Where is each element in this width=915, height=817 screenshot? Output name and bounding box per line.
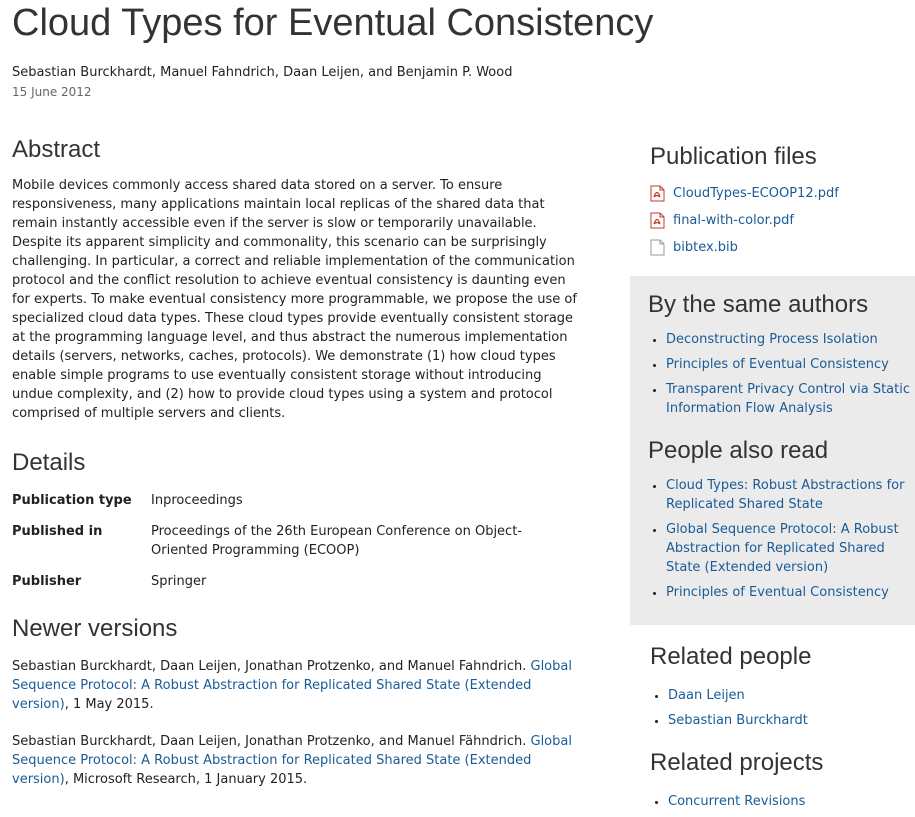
list-item <box>666 355 910 374</box>
entry-citation: , Microsoft Research, 1 January 2015. <box>64 772 308 787</box>
related-people-heading: Related people <box>650 643 812 670</box>
also-read-link[interactable]: Principles of Eventual Consistency <box>666 585 889 600</box>
people-also-read-heading: People also read <box>648 437 829 464</box>
entry-authors: Sebastian Burckhardt, Daan Leijen, Jonathan Protzenko, and Manuel Fähndrich. <box>12 734 527 749</box>
details-row-type <box>12 491 584 510</box>
list-item <box>666 583 910 602</box>
related-section <box>650 640 910 817</box>
newer-version-entry <box>12 657 584 714</box>
file-link-bibtex[interactable]: bibtex.bib <box>673 240 738 255</box>
newer-version-entry <box>12 732 584 789</box>
same-authors-link[interactable]: Transparent Privacy Control via Static Information Flow Analysis <box>666 382 910 416</box>
list-item <box>666 380 910 418</box>
page-title: Cloud Types for Eventual Consistency <box>12 2 654 44</box>
abstract-text: Mobile devices commonly access shared data stored on a server. To ensure responsiveness, many applications maintain local replicas of the shared data that remain instantly accessible even if the server is slow or temporarily unavailable. Despite its apparent simplicity and commonality, this scenario can be surprisingly challenging. In particular, a correct and reliable implementation of the communication protocol and the conflict resolution to achieve eventual consistency is daunting even for experts. To make eventual consistency more programmable, we propose the use of specialized cloud data types. These cloud types provide eventually consistent storage at the programming language level, and thus abstract the numerous implementation details (servers, networks, caches, protocols). We demonstrate (1) how cloud types enable simple programs to use eventually consistent storage without introducing undue complexity, and (2) how to provide cloud types using a system and protocol comprised of multiple servers and clients. <box>12 178 577 421</box>
entry-citation: , 1 May 2015. <box>64 697 154 712</box>
details-value: Proceedings of the 26th European Conference on Object-Oriented Programming (ECOOP) <box>151 524 522 558</box>
related-projects-list <box>650 792 910 811</box>
also-read-link[interactable]: Global Sequence Protocol: A Robust Abstraction for Replicated Shared State (Extended version) <box>666 522 899 575</box>
list-item <box>666 520 910 577</box>
same-authors-heading: By the same authors <box>648 291 869 318</box>
details-table <box>12 491 584 591</box>
details-label: Publisher <box>12 574 82 589</box>
also-read-link[interactable]: Cloud Types: Robust Abstractions for Replicated Shared State <box>666 478 905 512</box>
related-projects-heading: Related projects <box>650 749 824 776</box>
details-value: Springer <box>151 574 207 589</box>
document-icon <box>650 239 665 256</box>
file-link-cloudtypes-pdf[interactable]: CloudTypes-ECOOP12.pdf <box>673 186 839 201</box>
publication-files-heading: Publication files <box>650 143 817 170</box>
publication-files <box>650 140 910 267</box>
newer-version-link[interactable]: Global Sequence Protocol: A Robust Abstraction for Replicated Shared State (Extended version) <box>12 659 572 712</box>
abstract-heading: Abstract <box>12 136 101 163</box>
details-row-published-in <box>12 522 584 560</box>
details-value: Inproceedings <box>151 493 243 508</box>
publication-date: 15 June 2012 <box>12 85 92 99</box>
pdf-icon <box>650 212 665 229</box>
file-item <box>650 186 910 213</box>
same-authors-list <box>648 330 910 418</box>
list-item <box>668 711 910 730</box>
newer-version-link[interactable]: Global Sequence Protocol: A Robust Abstraction for Replicated Shared State (Extended version) <box>12 734 572 787</box>
related-people-list <box>650 686 910 730</box>
pdf-icon <box>650 185 665 202</box>
entry-authors: Sebastian Burckhardt, Daan Leijen, Jonathan Protzenko, and Manuel Fahndrich. <box>12 659 527 674</box>
file-item <box>650 240 910 267</box>
related-person-link[interactable]: Sebastian Burckhardt <box>668 713 808 728</box>
details-heading: Details <box>12 449 86 476</box>
main-content <box>12 132 584 789</box>
list-item <box>666 330 910 349</box>
list-item <box>668 792 910 811</box>
recommendations-content <box>648 288 910 608</box>
same-authors-link[interactable]: Principles of Eventual Consistency <box>666 357 889 372</box>
same-authors-link[interactable]: Deconstructing Process Isolation <box>666 332 878 347</box>
recommendations-panel <box>630 276 915 625</box>
related-person-link[interactable]: Daan Leijen <box>668 688 745 703</box>
details-label: Published in <box>12 524 103 539</box>
details-label: Publication type <box>12 493 132 508</box>
related-project-link[interactable]: Concurrent Revisions <box>668 794 806 809</box>
author-list: Sebastian Burckhardt, Manuel Fahndrich, Daan Leijen, and Benjamin P. Wood <box>12 65 513 80</box>
file-item <box>650 213 910 240</box>
file-list <box>650 186 910 267</box>
file-link-final-pdf[interactable]: final-with-color.pdf <box>673 213 794 228</box>
people-also-read-list <box>648 476 910 602</box>
list-item <box>668 686 910 705</box>
details-row-publisher <box>12 572 584 591</box>
list-item <box>666 476 910 514</box>
newer-versions-heading: Newer versions <box>12 615 178 642</box>
